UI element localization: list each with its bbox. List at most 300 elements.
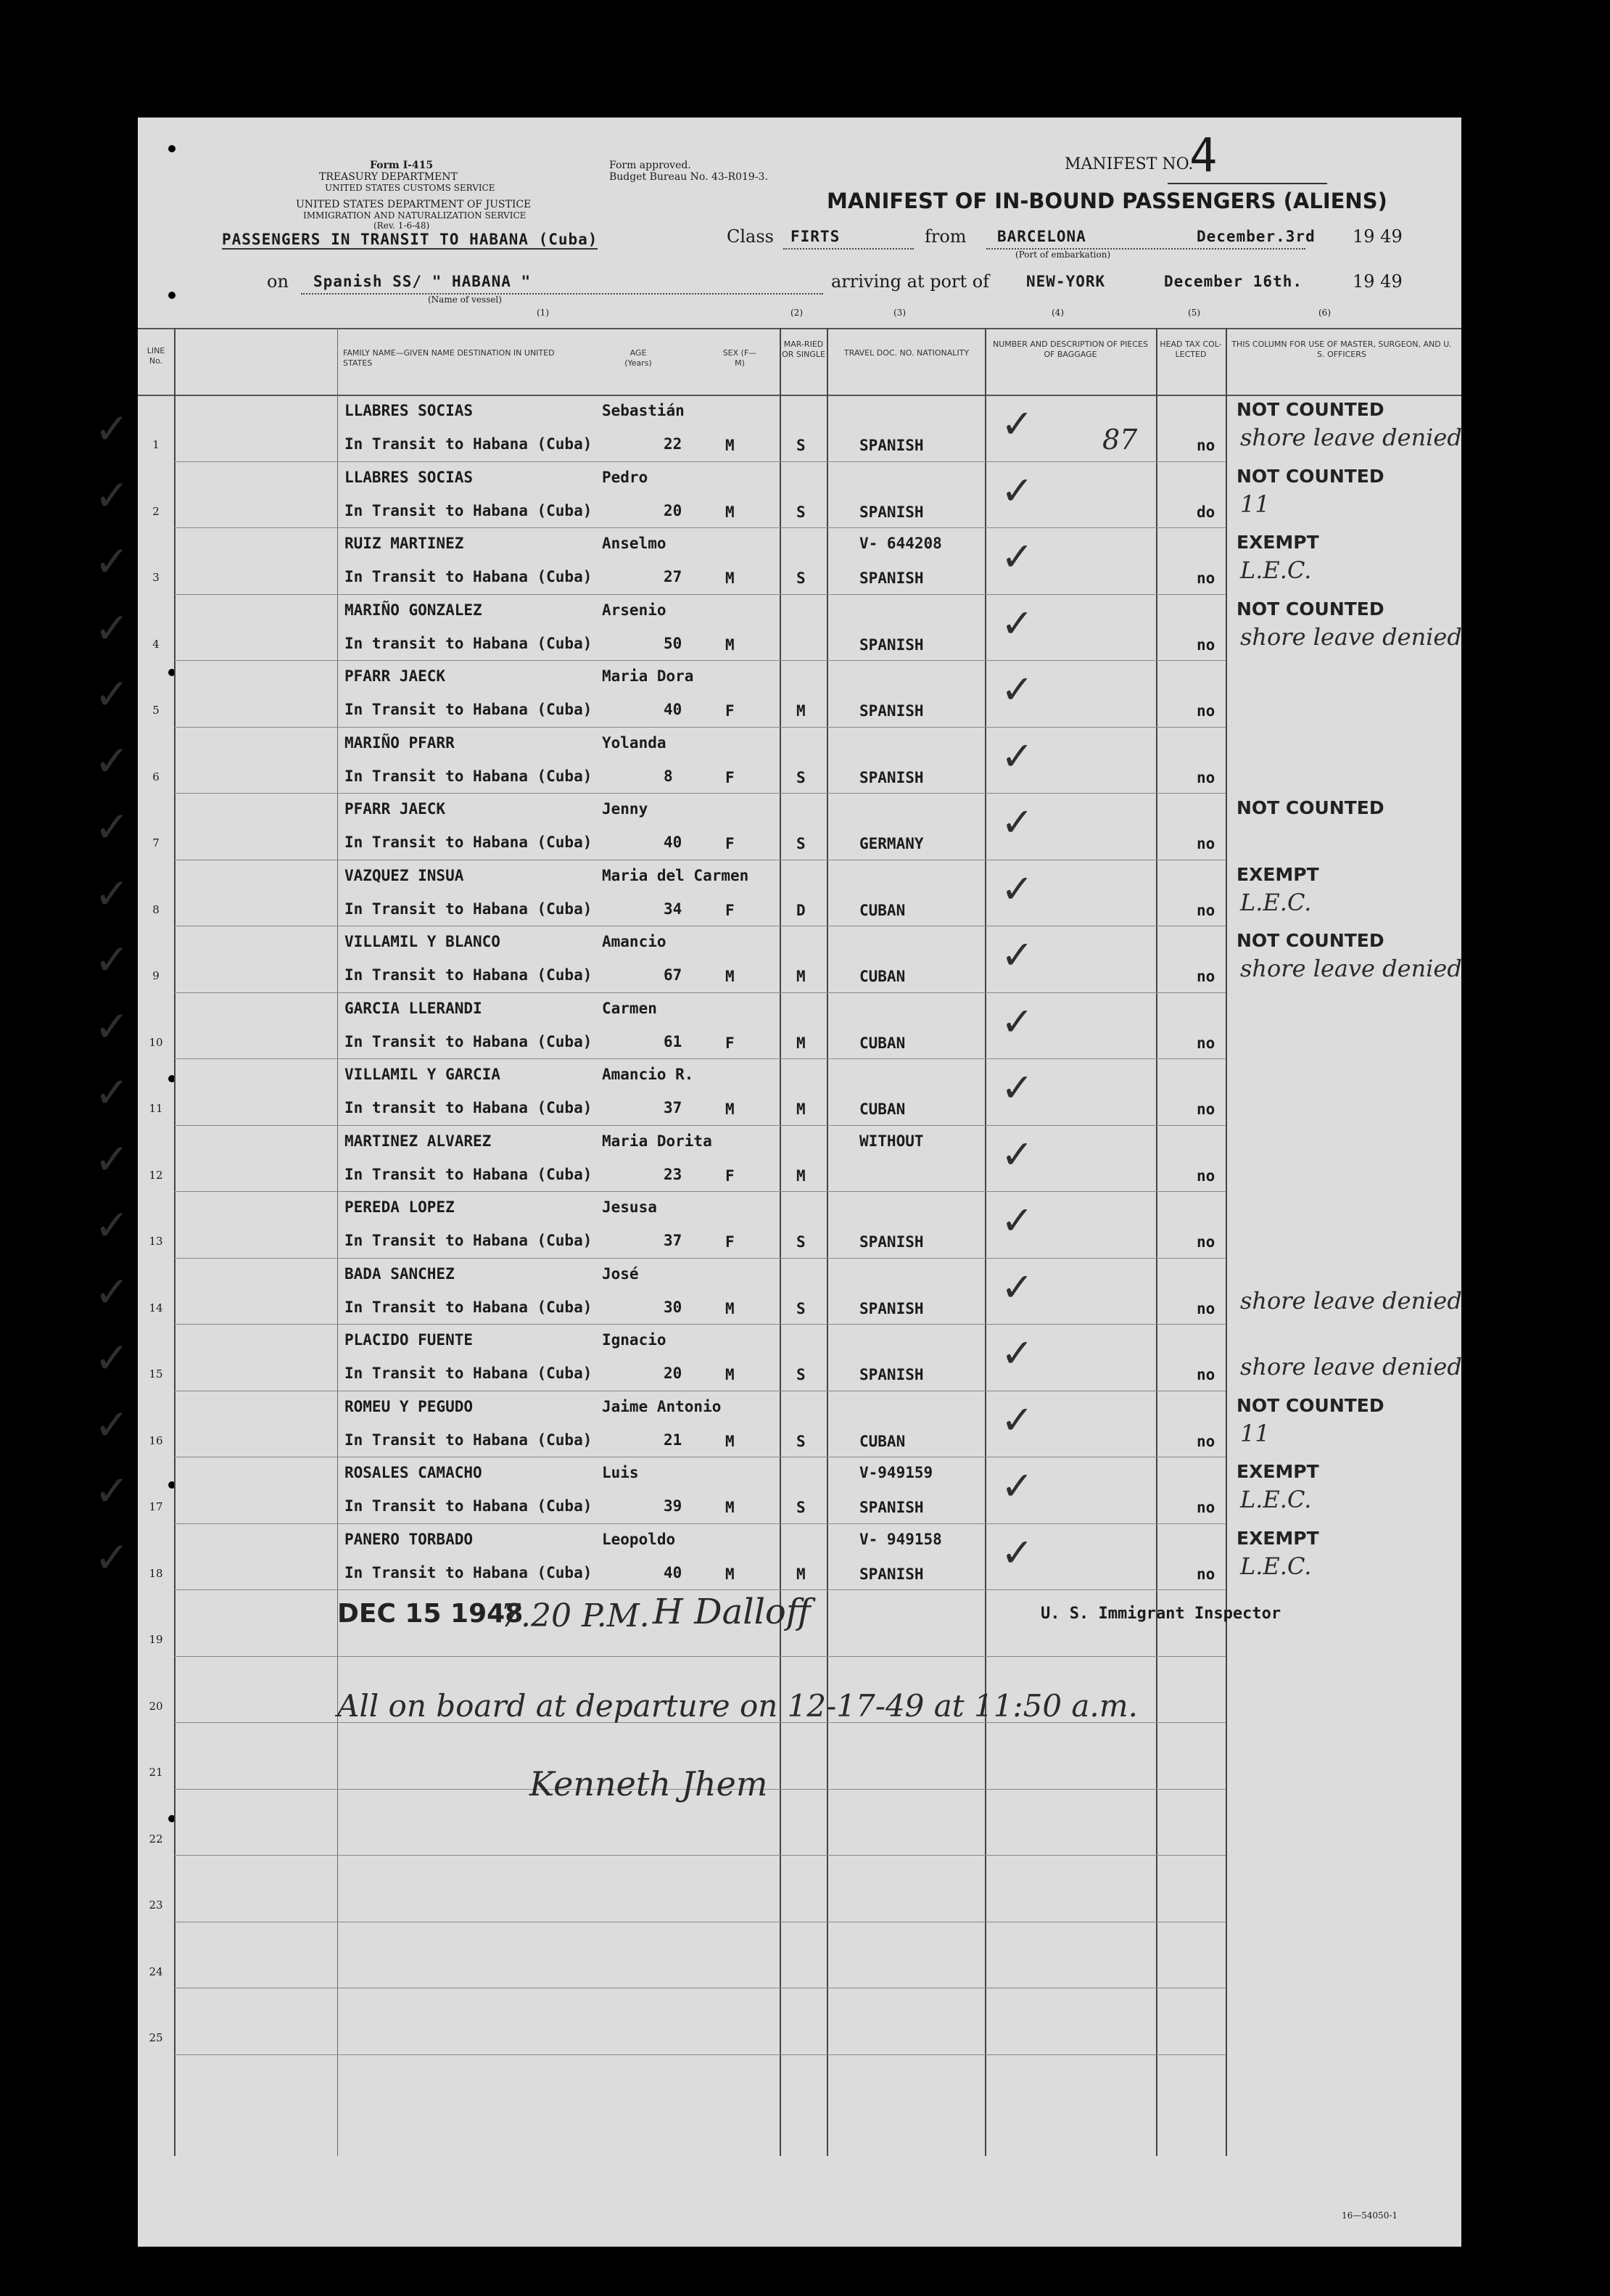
family-name: GARCIA LLERANDI bbox=[344, 999, 482, 1017]
arriving-label: arriving at port of bbox=[831, 271, 990, 292]
given-name: Anselmo bbox=[602, 535, 666, 552]
officer-stamp: NOT COUNTED bbox=[1237, 465, 1384, 487]
row-rule bbox=[174, 793, 1226, 794]
row-rule bbox=[174, 1125, 1226, 1126]
check-mark: ✓ bbox=[1001, 1131, 1034, 1177]
col-header-married: MAR-RIED OR SINGLE bbox=[782, 340, 825, 359]
age: 23 bbox=[664, 1165, 682, 1183]
baggage-count: 87 bbox=[1102, 424, 1138, 456]
age: 37 bbox=[664, 1232, 682, 1249]
row-rule bbox=[174, 1523, 1226, 1524]
line-number: 8 bbox=[152, 902, 160, 916]
destination: In Transit to Habana (Cuba) bbox=[344, 966, 593, 984]
margin-check-mark: ✓ bbox=[94, 1333, 130, 1383]
inspector-title: U. S. Immigrant Inspector bbox=[1041, 1605, 1281, 1623]
line-number: 5 bbox=[152, 704, 160, 717]
head-tax: no bbox=[1197, 968, 1215, 985]
manifest-title: MANIFEST OF IN-BOUND PASSENGERS (ALIENS) bbox=[827, 189, 1387, 213]
check-mark: ✓ bbox=[1001, 534, 1034, 580]
arrival-year: 19 49 bbox=[1353, 271, 1403, 292]
column-rule bbox=[174, 328, 176, 2156]
row-rule bbox=[174, 1324, 1226, 1325]
given-name: Jaime Antonio bbox=[602, 1397, 722, 1415]
sex: F bbox=[725, 835, 735, 852]
nationality: CUBAN bbox=[859, 968, 906, 985]
destination: In Transit to Habana (Cuba) bbox=[344, 767, 593, 785]
nationality: GERMANY bbox=[859, 835, 924, 852]
nationality: SPANISH bbox=[859, 1299, 924, 1317]
line-number: 15 bbox=[149, 1367, 163, 1381]
manifest-label: MANIFEST NO. bbox=[1065, 155, 1194, 173]
row-rule bbox=[174, 1058, 1226, 1059]
destination: In Transit to Habana (Cuba) bbox=[344, 1563, 593, 1581]
line-number: 13 bbox=[149, 1235, 163, 1248]
class-label: Class bbox=[727, 226, 774, 247]
destination: In transit to Habana (Cuba) bbox=[344, 1099, 593, 1116]
head-tax: do bbox=[1197, 503, 1215, 521]
row-rule bbox=[174, 1258, 1226, 1259]
age: 34 bbox=[664, 900, 682, 918]
line-number: 22 bbox=[149, 1832, 163, 1846]
given-name: Leopoldo bbox=[602, 1530, 676, 1548]
age: 40 bbox=[664, 1563, 682, 1581]
nationality: SPANISH bbox=[859, 1499, 924, 1516]
head-tax: no bbox=[1197, 1499, 1215, 1516]
given-name: Maria Dora bbox=[602, 667, 694, 685]
column-rule bbox=[780, 328, 781, 2156]
nationality: SPANISH bbox=[859, 437, 924, 454]
line-number: 6 bbox=[152, 770, 160, 783]
age: 50 bbox=[664, 634, 682, 652]
form-rev: (Rev. 1-6-48) bbox=[373, 221, 430, 231]
sex: M bbox=[725, 569, 735, 587]
column-number: (3) bbox=[893, 308, 906, 318]
marital-status: S bbox=[796, 835, 806, 852]
margin-check-mark: ✓ bbox=[94, 1201, 130, 1250]
sex: M bbox=[725, 968, 735, 985]
head-tax: no bbox=[1197, 1299, 1215, 1317]
sex: M bbox=[725, 1499, 735, 1516]
column-number: (5) bbox=[1188, 308, 1200, 318]
age: 20 bbox=[664, 501, 682, 519]
marital-status: S bbox=[796, 437, 806, 454]
destination: In Transit to Habana (Cuba) bbox=[344, 568, 593, 585]
arrival-date: December 16th. bbox=[1164, 273, 1303, 290]
column-rule bbox=[985, 328, 986, 2156]
check-mark: ✓ bbox=[1001, 1264, 1034, 1310]
check-mark: ✓ bbox=[1001, 600, 1034, 646]
nationality: SPANISH bbox=[859, 1366, 924, 1383]
margin-check-mark: ✓ bbox=[94, 603, 130, 653]
line-number: 2 bbox=[152, 504, 160, 518]
line-number: 20 bbox=[149, 1699, 163, 1713]
travel-doc: V-949159 bbox=[859, 1464, 933, 1481]
departure-note: All on board at departure on 12-17-49 at 11:50 a.m. bbox=[337, 1688, 1138, 1724]
sex: F bbox=[725, 702, 735, 720]
officer-stamp: EXEMPT bbox=[1237, 1527, 1319, 1549]
officer-stamp: NOT COUNTED bbox=[1237, 1394, 1384, 1416]
family-name: PEREDA LOPEZ bbox=[344, 1198, 455, 1216]
age: 40 bbox=[664, 834, 682, 851]
nationality: CUBAN bbox=[859, 1034, 906, 1052]
row-rule bbox=[174, 527, 1226, 528]
given-name: Jesusa bbox=[602, 1198, 657, 1216]
col-header-name: FAMILY NAME—GIVEN NAME DESTINATION IN UNITED STATES bbox=[343, 348, 555, 368]
row-rule bbox=[174, 660, 1226, 661]
sex: F bbox=[725, 768, 735, 786]
officer-note: L.E.C. bbox=[1240, 1486, 1312, 1513]
sex: M bbox=[725, 1565, 735, 1583]
head-tax: no bbox=[1197, 1366, 1215, 1383]
from-year: 19 49 bbox=[1353, 226, 1403, 247]
head-tax: no bbox=[1197, 1166, 1215, 1185]
destination: In Transit to Habana (Cuba) bbox=[344, 900, 593, 918]
manifest-number: 4 bbox=[1189, 129, 1218, 183]
dept-customs: UNITED STATES CUSTOMS SERVICE bbox=[325, 183, 495, 193]
marital-status: M bbox=[796, 1166, 806, 1185]
column-number: (1) bbox=[537, 308, 549, 318]
head-tax: no bbox=[1197, 1565, 1215, 1583]
from-caption: (Port of embarkation) bbox=[1015, 250, 1111, 260]
line-number: 19 bbox=[149, 1633, 163, 1646]
transit-line: PASSENGERS IN TRANSIT TO HABANA (Cuba) bbox=[222, 231, 598, 248]
sex: F bbox=[725, 1166, 735, 1185]
date-stamp: DEC 15 1948 bbox=[337, 1599, 524, 1629]
officer-stamp: NOT COUNTED bbox=[1237, 598, 1384, 620]
sex: M bbox=[725, 437, 735, 454]
margin-check-mark: ✓ bbox=[94, 1267, 130, 1317]
check-mark: ✓ bbox=[1001, 1198, 1034, 1243]
sex: M bbox=[725, 503, 735, 521]
marital-status: S bbox=[796, 1233, 806, 1251]
nationality: CUBAN bbox=[859, 1432, 906, 1450]
officer-stamp: NOT COUNTED bbox=[1237, 797, 1384, 818]
row-rule bbox=[174, 461, 1226, 462]
age: 61 bbox=[664, 1032, 682, 1050]
family-name: VAZQUEZ INSUA bbox=[344, 866, 464, 884]
age: 21 bbox=[664, 1431, 682, 1449]
age: 67 bbox=[664, 966, 682, 984]
check-mark: ✓ bbox=[1001, 932, 1034, 978]
from-date: December.3rd bbox=[1197, 228, 1316, 245]
check-mark: ✓ bbox=[1001, 733, 1034, 779]
marital-status: S bbox=[796, 569, 806, 587]
margin-check-mark: ✓ bbox=[94, 1001, 130, 1051]
destination: In Transit to Habana (Cuba) bbox=[344, 701, 593, 718]
sex: F bbox=[725, 1233, 735, 1251]
footer-code: 16—54050-1 bbox=[1342, 2210, 1398, 2221]
row-rule bbox=[174, 1589, 1226, 1590]
officer-note: L.E.C. bbox=[1240, 888, 1312, 916]
on-label: on bbox=[267, 271, 289, 292]
margin-check-mark: ✓ bbox=[94, 404, 130, 453]
dotted-rule bbox=[783, 248, 914, 250]
inspector-signature: H Dalloff bbox=[653, 1592, 811, 1632]
family-name: PFARR JAECK bbox=[344, 667, 446, 685]
margin-check-mark: ✓ bbox=[94, 670, 130, 719]
officer-stamp: NOT COUNTED bbox=[1237, 930, 1384, 951]
family-name: VILLAMIL Y BLANCO bbox=[344, 933, 500, 950]
margin-check-mark: ✓ bbox=[94, 1068, 130, 1117]
given-name: Ignacio bbox=[602, 1331, 666, 1349]
given-name: Luis bbox=[602, 1464, 639, 1481]
officer-stamp: NOT COUNTED bbox=[1237, 399, 1384, 420]
head-tax: no bbox=[1197, 569, 1215, 587]
given-name: José bbox=[602, 1264, 639, 1283]
margin-check-mark: ✓ bbox=[94, 736, 130, 786]
officer-note: 11 bbox=[1240, 490, 1270, 518]
officer-stamp: EXEMPT bbox=[1237, 1461, 1319, 1482]
officer-note: shore leave denied bbox=[1240, 424, 1462, 451]
sex: M bbox=[725, 1299, 735, 1317]
sex: M bbox=[725, 1366, 735, 1383]
margin-check-mark: ✓ bbox=[94, 1399, 130, 1449]
age: 37 bbox=[664, 1099, 682, 1116]
marital-status: S bbox=[796, 1299, 806, 1317]
destination: In Transit to Habana (Cuba) bbox=[344, 834, 593, 851]
family-name: LLABRES SOCIAS bbox=[344, 468, 474, 486]
destination: In Transit to Habana (Cuba) bbox=[344, 435, 593, 453]
check-mark: ✓ bbox=[1001, 1065, 1034, 1111]
form-approved: Form approved. bbox=[609, 160, 691, 171]
age: 27 bbox=[664, 568, 682, 585]
line-number: 9 bbox=[152, 969, 160, 982]
nationality: SPANISH bbox=[859, 569, 924, 587]
nationality: SPANISH bbox=[859, 702, 924, 720]
col-header-sex: SEX (F—M) bbox=[722, 348, 757, 368]
line-number: 16 bbox=[149, 1433, 163, 1447]
marital-status: D bbox=[796, 901, 806, 919]
destination: In Transit to Habana (Cuba) bbox=[344, 1298, 593, 1316]
nationality: SPANISH bbox=[859, 503, 924, 521]
sex: M bbox=[725, 1100, 735, 1118]
travel-doc: V- 949158 bbox=[859, 1530, 942, 1548]
destination: In Transit to Habana (Cuba) bbox=[344, 1165, 593, 1183]
nationality: SPANISH bbox=[859, 635, 924, 654]
marital-status: S bbox=[796, 768, 806, 786]
head-tax: no bbox=[1197, 635, 1215, 654]
sex: M bbox=[725, 635, 735, 654]
travel-doc: V- 644208 bbox=[859, 535, 942, 552]
given-name: Pedro bbox=[602, 468, 648, 486]
small-hole bbox=[168, 292, 176, 299]
family-name: BADA SANCHEZ bbox=[344, 1264, 455, 1283]
line-number: 24 bbox=[149, 1964, 163, 1978]
line-number: 1 bbox=[152, 438, 160, 451]
time-note: 7.20 P.M. bbox=[500, 1597, 650, 1634]
travel-doc: WITHOUT bbox=[859, 1132, 924, 1150]
officer-note: 11 bbox=[1240, 1419, 1270, 1447]
sex: M bbox=[725, 1432, 735, 1450]
sex: F bbox=[725, 901, 735, 919]
col-header-officers: THIS COLUMN FOR USE OF MASTER, SURGEON, AND U. S. OFFICERS bbox=[1231, 340, 1452, 359]
officer-stamp: EXEMPT bbox=[1237, 532, 1319, 553]
marital-status: M bbox=[796, 1565, 806, 1583]
given-name: Maria del Carmen bbox=[602, 866, 749, 884]
column-number: (4) bbox=[1052, 308, 1064, 318]
column-rule bbox=[337, 328, 338, 2156]
line-number: 18 bbox=[149, 1566, 163, 1580]
given-name: Yolanda bbox=[602, 733, 666, 752]
nationality: CUBAN bbox=[859, 1100, 906, 1118]
family-name: ROSALES CAMACHO bbox=[344, 1464, 482, 1481]
marital-status: M bbox=[796, 1100, 806, 1118]
small-hole bbox=[168, 145, 176, 152]
line-number: 21 bbox=[149, 1766, 163, 1779]
table-top-rule bbox=[138, 328, 1461, 329]
col-header-baggage: NUMBER AND DESCRIPTION OF PIECES OF BAGGAGE bbox=[992, 340, 1148, 359]
margin-check-mark: ✓ bbox=[94, 1466, 130, 1515]
margin-check-mark: ✓ bbox=[94, 935, 130, 984]
age: 39 bbox=[664, 1497, 682, 1515]
row-rule bbox=[174, 1656, 1226, 1657]
family-name: PANERO TORBADO bbox=[344, 1530, 474, 1548]
age: 8 bbox=[664, 767, 673, 785]
row-rule bbox=[174, 1191, 1226, 1192]
family-name: RUIZ MARTINEZ bbox=[344, 535, 464, 552]
check-mark: ✓ bbox=[1001, 1463, 1034, 1509]
line-number: 4 bbox=[152, 637, 160, 651]
check-mark: ✓ bbox=[1001, 1396, 1034, 1443]
column-rule bbox=[827, 328, 828, 2156]
line-number: 17 bbox=[149, 1500, 163, 1513]
margin-check-mark: ✓ bbox=[94, 802, 130, 852]
dept-justice: UNITED STATES DEPARTMENT OF JUSTICE bbox=[296, 199, 532, 210]
marital-status: M bbox=[796, 702, 806, 720]
family-name: ROMEU Y PEGUDO bbox=[344, 1397, 474, 1415]
marital-status: S bbox=[796, 1366, 806, 1383]
check-mark: ✓ bbox=[1001, 998, 1034, 1045]
family-name: MARIÑO PFARR bbox=[344, 733, 455, 752]
manifest-underline bbox=[1168, 183, 1327, 184]
check-mark: ✓ bbox=[1001, 1330, 1034, 1376]
row-rule bbox=[174, 1855, 1226, 1856]
marital-status: S bbox=[796, 1432, 806, 1450]
check-mark: ✓ bbox=[1001, 865, 1034, 912]
destination: In Transit to Habana (Cuba) bbox=[344, 1365, 593, 1382]
given-name: Maria Dorita bbox=[602, 1132, 712, 1150]
marital-status: M bbox=[796, 968, 806, 985]
col-header-tax: HEAD TAX COL-LECTED bbox=[1160, 340, 1222, 359]
form-id: Form I-415 bbox=[370, 160, 434, 171]
age: 22 bbox=[664, 435, 682, 453]
check-mark: ✓ bbox=[1001, 799, 1034, 845]
column-number: (6) bbox=[1318, 308, 1331, 318]
column-number: (2) bbox=[790, 308, 803, 318]
nationality: CUBAN bbox=[859, 901, 906, 919]
marital-status: S bbox=[796, 503, 806, 521]
check-mark: ✓ bbox=[1001, 467, 1034, 514]
destination: In Transit to Habana (Cuba) bbox=[344, 1497, 593, 1515]
marital-status: S bbox=[796, 1499, 806, 1516]
from-label: from bbox=[925, 226, 967, 247]
destination: In Transit to Habana (Cuba) bbox=[344, 1431, 593, 1449]
destination: In Transit to Habana (Cuba) bbox=[344, 501, 593, 519]
check-mark: ✓ bbox=[1001, 1529, 1034, 1576]
given-name: Amancio bbox=[602, 933, 666, 950]
col-header-travel: TRAVEL DOC. NO. NATIONALITY bbox=[843, 348, 970, 358]
family-name: MARTINEZ ALVAREZ bbox=[344, 1132, 492, 1150]
age: 20 bbox=[664, 1365, 682, 1382]
header-bottom-rule bbox=[138, 395, 1461, 396]
family-name: MARIÑO GONZALEZ bbox=[344, 601, 482, 619]
officer-note: shore leave denied bbox=[1240, 622, 1462, 651]
line-number: 11 bbox=[149, 1102, 163, 1115]
family-name: VILLAMIL Y GARCIA bbox=[344, 1066, 500, 1083]
head-tax: no bbox=[1197, 702, 1215, 720]
margin-check-mark: ✓ bbox=[94, 1532, 130, 1582]
manifest-page bbox=[94, 118, 1462, 2247]
given-name: Amancio R. bbox=[602, 1066, 694, 1083]
family-name: PFARR JAECK bbox=[344, 800, 446, 818]
class-value: FIRTS bbox=[790, 228, 841, 245]
check-mark: ✓ bbox=[1001, 401, 1034, 447]
head-tax: no bbox=[1197, 437, 1215, 454]
head-tax: no bbox=[1197, 1100, 1215, 1118]
family-name: LLABRES SOCIAS bbox=[344, 402, 474, 419]
given-name: Arsenio bbox=[602, 601, 666, 619]
age: 30 bbox=[664, 1298, 682, 1316]
second-signature: Kenneth Jhem bbox=[529, 1764, 768, 1803]
row-rule bbox=[174, 727, 1226, 728]
destination: In Transit to Habana (Cuba) bbox=[344, 1032, 593, 1050]
destination: In Transit to Habana (Cuba) bbox=[344, 1232, 593, 1249]
margin-check-mark: ✓ bbox=[94, 1134, 130, 1184]
officer-note: shore leave denied bbox=[1240, 955, 1462, 982]
head-tax: no bbox=[1197, 835, 1215, 852]
column-rule bbox=[1226, 328, 1227, 2156]
col-header-age: AGE (Years) bbox=[624, 348, 652, 368]
row-rule bbox=[174, 2054, 1226, 2055]
margin-check-mark: ✓ bbox=[94, 470, 130, 520]
officer-note: L.E.C. bbox=[1240, 556, 1312, 584]
vessel-name: Spanish SS/ " HABANA " bbox=[313, 273, 532, 290]
sex: F bbox=[725, 1034, 735, 1052]
line-number: 25 bbox=[149, 2031, 163, 2044]
line-number: 7 bbox=[152, 836, 160, 849]
column-rule bbox=[1156, 328, 1157, 2156]
vessel-caption: (Name of vessel) bbox=[428, 295, 502, 305]
line-number: 14 bbox=[149, 1301, 163, 1314]
given-name: Sebastián bbox=[602, 402, 685, 419]
line-number: 23 bbox=[149, 1898, 163, 1912]
family-name: PLACIDO FUENTE bbox=[344, 1331, 474, 1349]
nationality: SPANISH bbox=[859, 1233, 924, 1251]
margin-check-mark: ✓ bbox=[94, 537, 130, 586]
officer-stamp: EXEMPT bbox=[1237, 863, 1319, 885]
marital-status: M bbox=[796, 1034, 806, 1052]
row-rule bbox=[174, 594, 1226, 595]
line-number: 10 bbox=[149, 1035, 163, 1049]
line-number: 12 bbox=[149, 1168, 163, 1182]
check-mark: ✓ bbox=[1001, 667, 1034, 712]
officer-note: L.E.C. bbox=[1240, 1552, 1312, 1580]
age: 40 bbox=[664, 701, 682, 718]
destination: In transit to Habana (Cuba) bbox=[344, 634, 593, 652]
dept-treasury: TREASURY DEPARTMENT bbox=[319, 171, 458, 183]
head-tax: no bbox=[1197, 1233, 1215, 1251]
line-number: 3 bbox=[152, 571, 160, 584]
nationality: SPANISH bbox=[859, 1565, 924, 1583]
head-tax: no bbox=[1197, 768, 1215, 786]
budget-no: Budget Bureau No. 43-R019-3. bbox=[609, 171, 768, 183]
nationality: SPANISH bbox=[859, 768, 924, 786]
head-tax: no bbox=[1197, 1034, 1215, 1052]
given-name: Carmen bbox=[602, 999, 657, 1017]
col-header-line: LINE No. bbox=[146, 346, 165, 366]
head-tax: no bbox=[1197, 901, 1215, 919]
head-tax: no bbox=[1197, 1432, 1215, 1450]
